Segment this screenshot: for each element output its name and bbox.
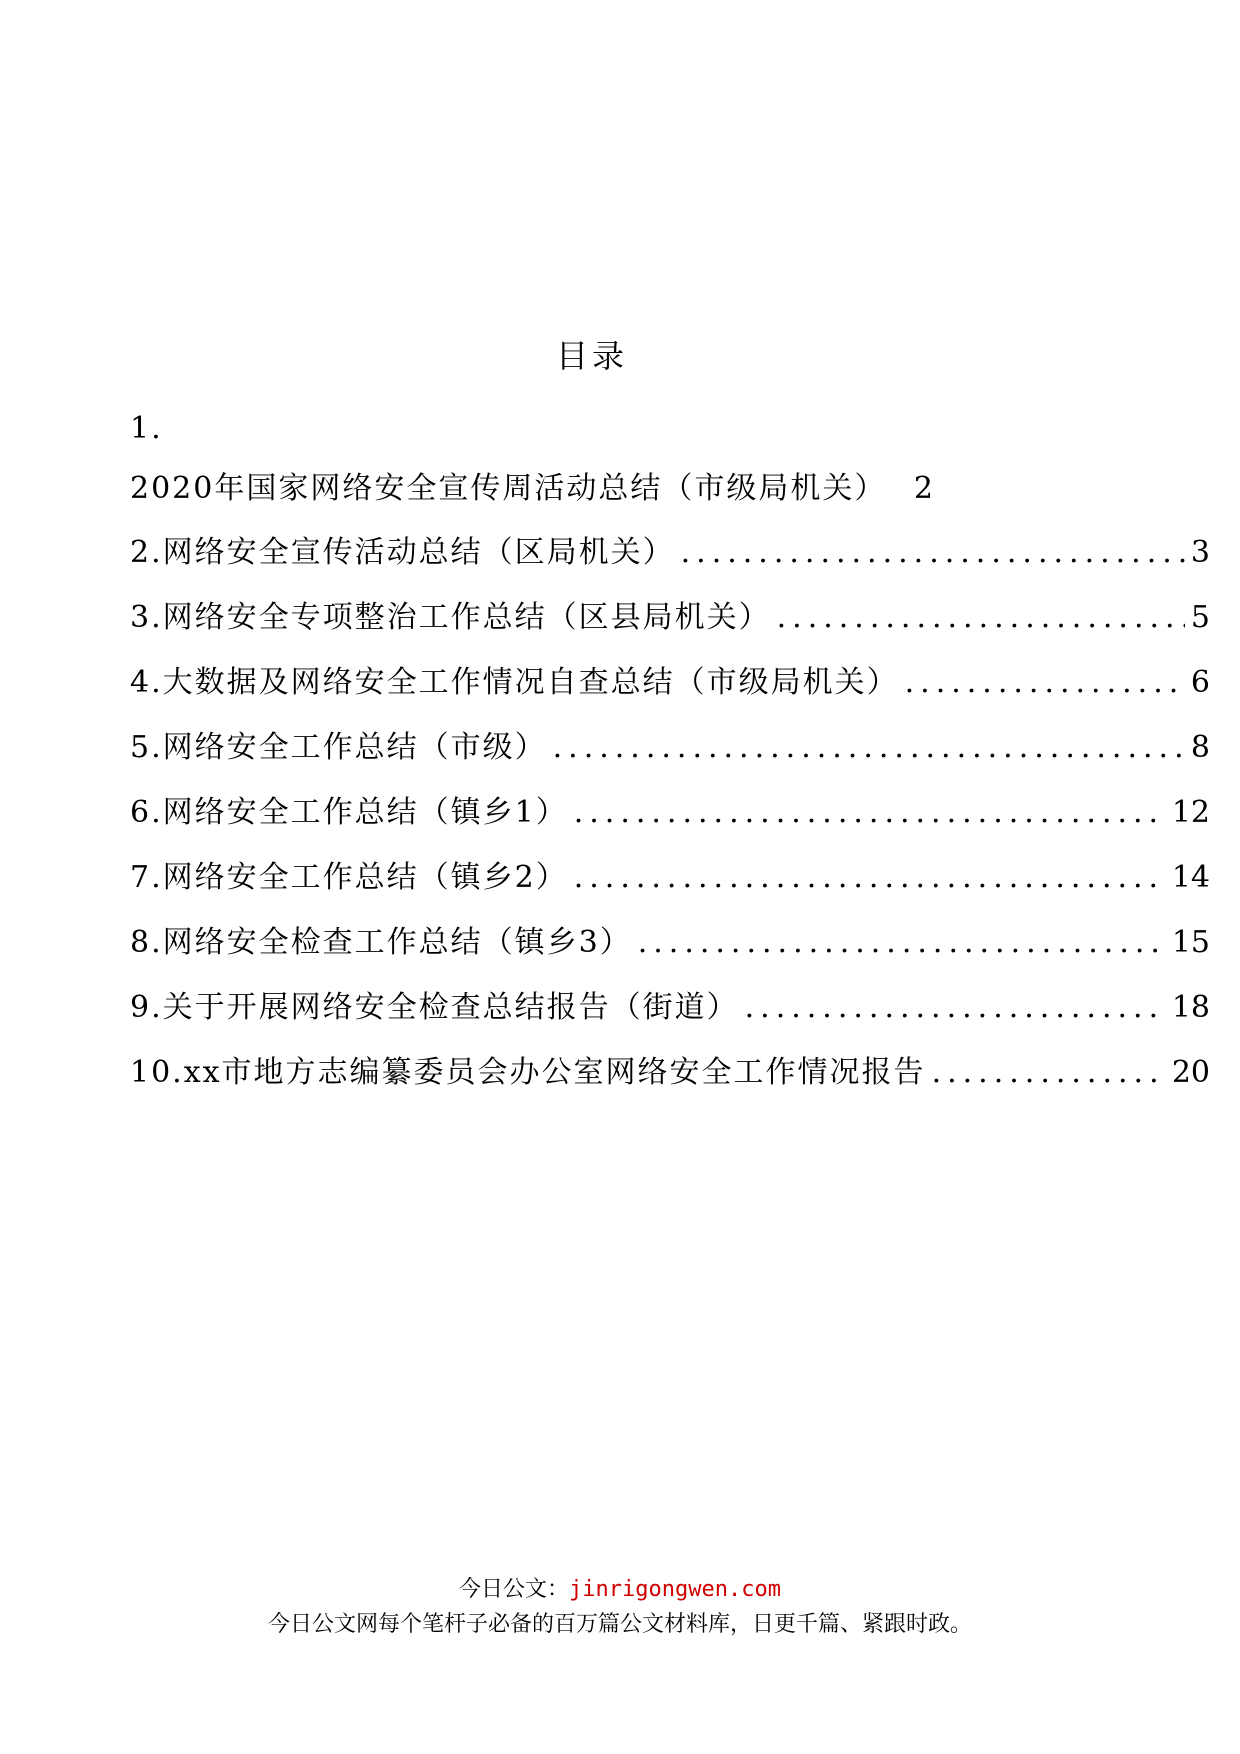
toc-entry-page: 3 <box>1190 535 1210 570</box>
toc-entry-label: 3.网络安全专项整治工作总结（区县局机关） <box>130 600 771 635</box>
toc-entry-label: 2020年国家网络安全宣传周活动总结（市级局机关） <box>130 471 887 506</box>
toc-entry-2[interactable] <box>130 532 1210 574</box>
toc-entry-label: 8.网络安全检查工作总结（镇乡3） <box>130 925 632 960</box>
toc-entry-page: 15 <box>1171 925 1210 960</box>
toc-leader-dots <box>905 662 1185 704</box>
toc-entry-page: 5 <box>1190 600 1210 635</box>
toc-entry-page: 2 <box>913 471 935 506</box>
toc-title: 目录 <box>555 337 628 375</box>
toc-leader-dots <box>745 987 1166 1029</box>
toc-entry-page: 8 <box>1190 730 1210 765</box>
toc-entry-label: 10.xx市地方志编纂委员会办公室网络安全工作情况报告 <box>130 1055 926 1090</box>
footer-tagline: 今日公文网每个笔杆子必备的百万篇公文材料库，日更千篇、紧跟时政。 <box>267 1612 972 1637</box>
toc-entry-page: 14 <box>1171 860 1210 895</box>
toc-entry-label: 5.网络安全工作总结（市级） <box>130 730 547 765</box>
toc-entry-4[interactable] <box>130 662 1210 704</box>
toc-entry-page: 6 <box>1190 665 1210 700</box>
toc-first-number: 1. <box>130 411 163 446</box>
toc-entry-label: 7.网络安全工作总结（镇乡2） <box>130 860 568 895</box>
toc-entry-label: 6.网络安全工作总结（镇乡1） <box>130 795 568 830</box>
toc-entry-8[interactable] <box>130 922 1210 964</box>
toc-entry-page: 18 <box>1171 990 1210 1025</box>
toc-leader-dots <box>932 1052 1166 1094</box>
toc-leader-dots <box>553 727 1185 769</box>
toc-entry-3[interactable] <box>130 597 1210 639</box>
footer-site-link[interactable]: jinrigongwen.com <box>569 1577 781 1602</box>
toc-entry-6[interactable] <box>130 792 1210 834</box>
toc-entry-9[interactable] <box>130 987 1210 1029</box>
toc-leader-dots <box>638 922 1166 964</box>
toc-entry-5[interactable] <box>130 727 1210 769</box>
toc-leader-dots <box>777 597 1185 639</box>
toc-entry-7[interactable] <box>130 857 1210 899</box>
footer-site-label: 今日公文： <box>459 1577 570 1602</box>
toc-entry-10[interactable] <box>130 1052 1210 1094</box>
toc-leader-dots <box>574 792 1166 834</box>
toc-entry-label: 2.网络安全宣传活动总结（区局机关） <box>130 535 675 570</box>
toc-entry-page: 12 <box>1171 795 1210 830</box>
toc-entry-page: 20 <box>1171 1055 1210 1090</box>
toc-leader-dots <box>681 532 1185 574</box>
toc-entry-label: 4.大数据及网络安全工作情况自查总结（市级局机关） <box>130 665 899 700</box>
toc-entry-label: 9.关于开展网络安全检查总结报告（街道） <box>130 990 739 1025</box>
footer-site <box>0 1575 1240 1605</box>
toc-leader-dots <box>574 857 1166 899</box>
toc-entry-1[interactable] <box>130 468 1210 510</box>
